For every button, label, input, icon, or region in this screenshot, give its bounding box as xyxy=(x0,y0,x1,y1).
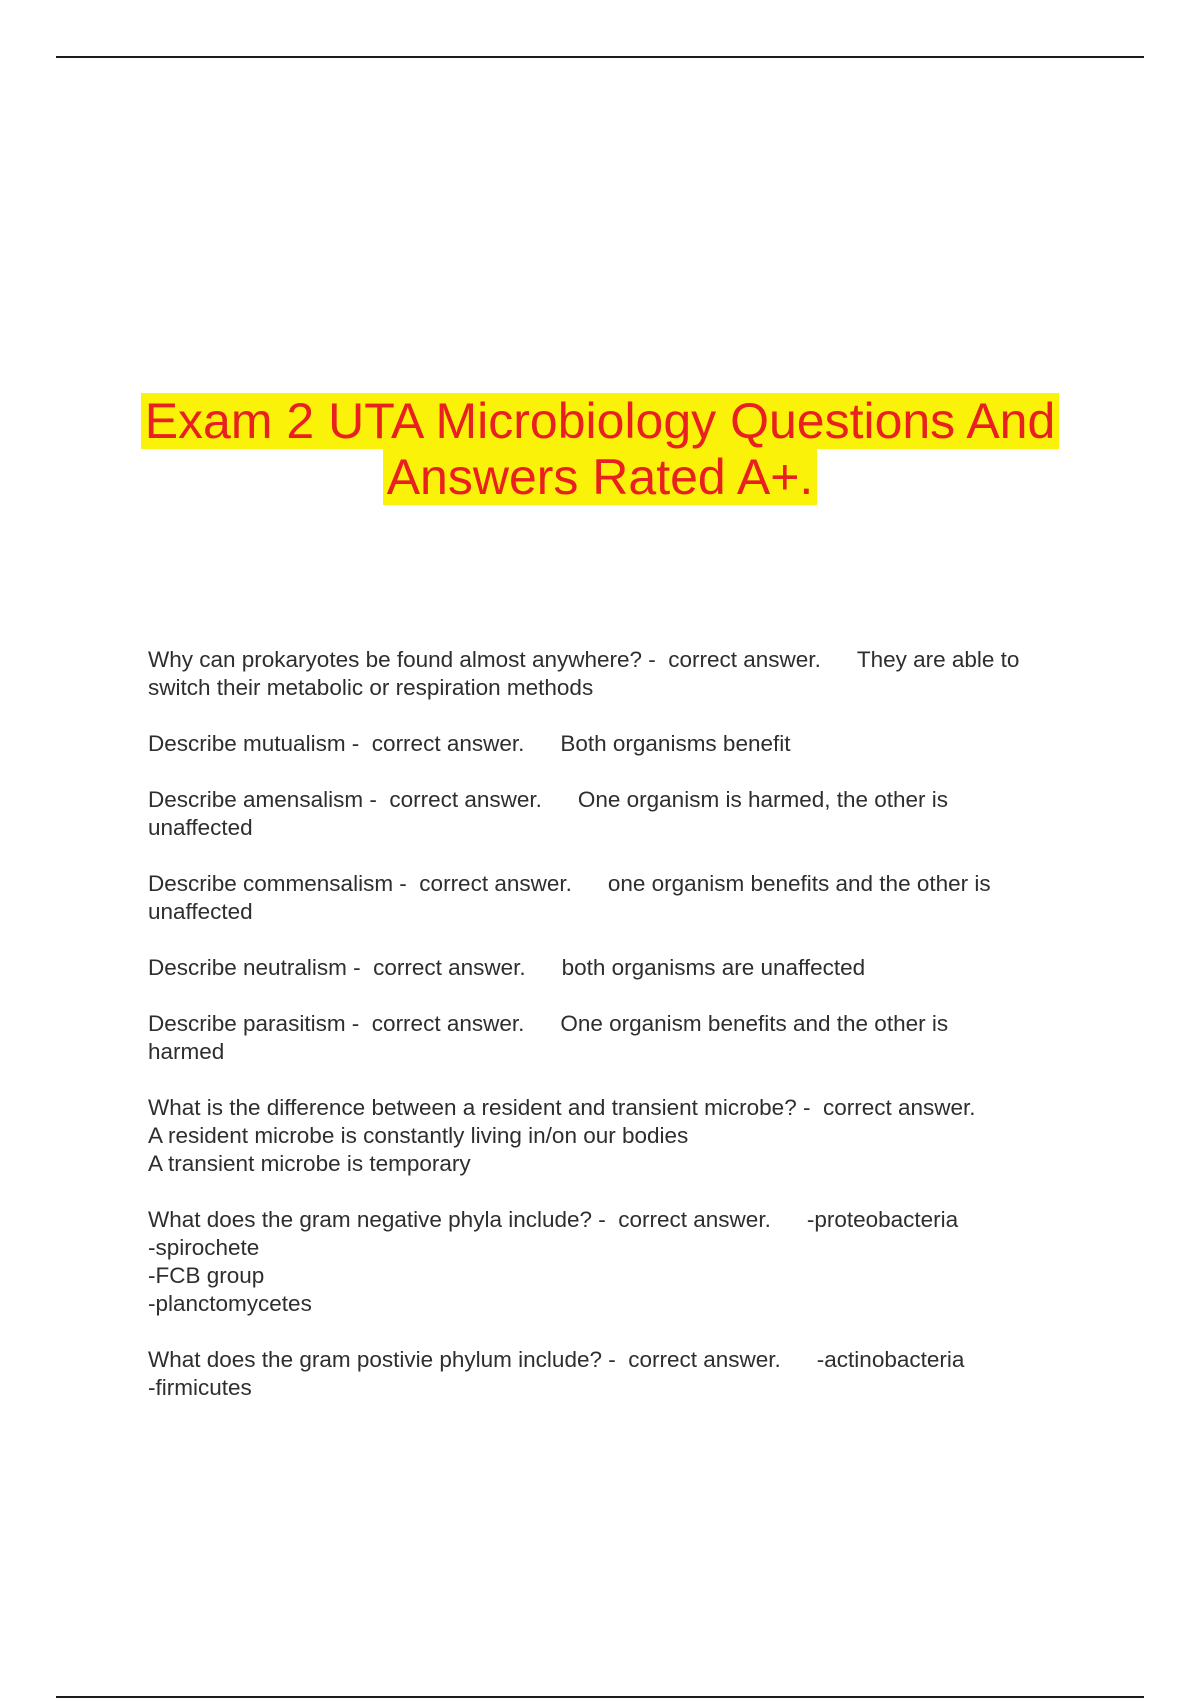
answer-text: -planctomycetes xyxy=(148,1291,312,1316)
question-text: What does the gram negative phyla include? - correct answer. xyxy=(148,1207,771,1232)
qa-line xyxy=(148,786,1108,814)
document-title xyxy=(0,393,1200,505)
answer-text: unaffected xyxy=(148,899,253,924)
question-text: Why can prokaryotes be found almost anywhere? - correct answer. xyxy=(148,647,821,672)
document-title-line-1: Exam 2 UTA Microbiology Questions And xyxy=(141,393,1060,449)
answer-text: -firmicutes xyxy=(148,1375,252,1400)
question-text: What does the gram postivie phylum include? - correct answer. xyxy=(148,1347,781,1372)
qa-item xyxy=(148,1206,1108,1318)
qa-item xyxy=(148,870,1108,926)
qa-list xyxy=(148,646,1108,1430)
answer-text: one organism benefits and the other is xyxy=(607,871,991,896)
qa-line xyxy=(148,646,1108,674)
top-rule xyxy=(56,56,1144,58)
answer-text: -spirochete xyxy=(148,1235,260,1260)
answer-text: They are able to xyxy=(856,647,1020,672)
question-text: Describe mutualism - correct answer. xyxy=(148,731,525,756)
answer-text: -actinobacteria xyxy=(816,1347,965,1372)
qa-line xyxy=(148,1206,1108,1234)
qa-item xyxy=(148,1010,1108,1066)
qa-line xyxy=(148,1346,1108,1374)
qa-item xyxy=(148,646,1108,702)
answer-text: -FCB group xyxy=(148,1263,265,1288)
qa-line xyxy=(148,730,1108,758)
qa-line xyxy=(148,1010,1108,1038)
answer-text: Both organisms benefit xyxy=(560,731,791,756)
qa-line xyxy=(148,870,1108,898)
answer-text: A resident microbe is constantly living in/on our bodies xyxy=(148,1123,689,1148)
answer-text: both organisms are unaffected xyxy=(561,955,866,980)
qa-item xyxy=(148,954,1108,982)
qa-item xyxy=(148,786,1108,842)
qa-line xyxy=(148,954,1108,982)
answer-text: -proteobacteria xyxy=(806,1207,959,1232)
answer-text: One organism is harmed, the other is xyxy=(577,787,949,812)
qa-item xyxy=(148,1094,1108,1178)
question-text: Describe neutralism - correct answer. xyxy=(148,955,526,980)
answer-text: harmed xyxy=(148,1039,225,1064)
question-text: Describe amensalism - correct answer. xyxy=(148,787,542,812)
qa-item xyxy=(148,730,1108,758)
answer-text: A transient microbe is temporary xyxy=(148,1151,471,1176)
bottom-rule xyxy=(56,1696,1144,1698)
answer-text: switch their metabolic or respiration methods xyxy=(148,675,594,700)
answer-text: unaffected xyxy=(148,815,253,840)
qa-item xyxy=(148,1346,1108,1402)
document-title-line-2: Answers Rated A+. xyxy=(383,449,818,505)
question-text: Describe commensalism - correct answer. xyxy=(148,871,572,896)
question-text: What is the difference between a resident and transient microbe? - correct answer. xyxy=(148,1095,976,1120)
question-text: Describe parasitism - correct answer. xyxy=(148,1011,525,1036)
answer-text: One organism benefits and the other is xyxy=(560,1011,949,1036)
